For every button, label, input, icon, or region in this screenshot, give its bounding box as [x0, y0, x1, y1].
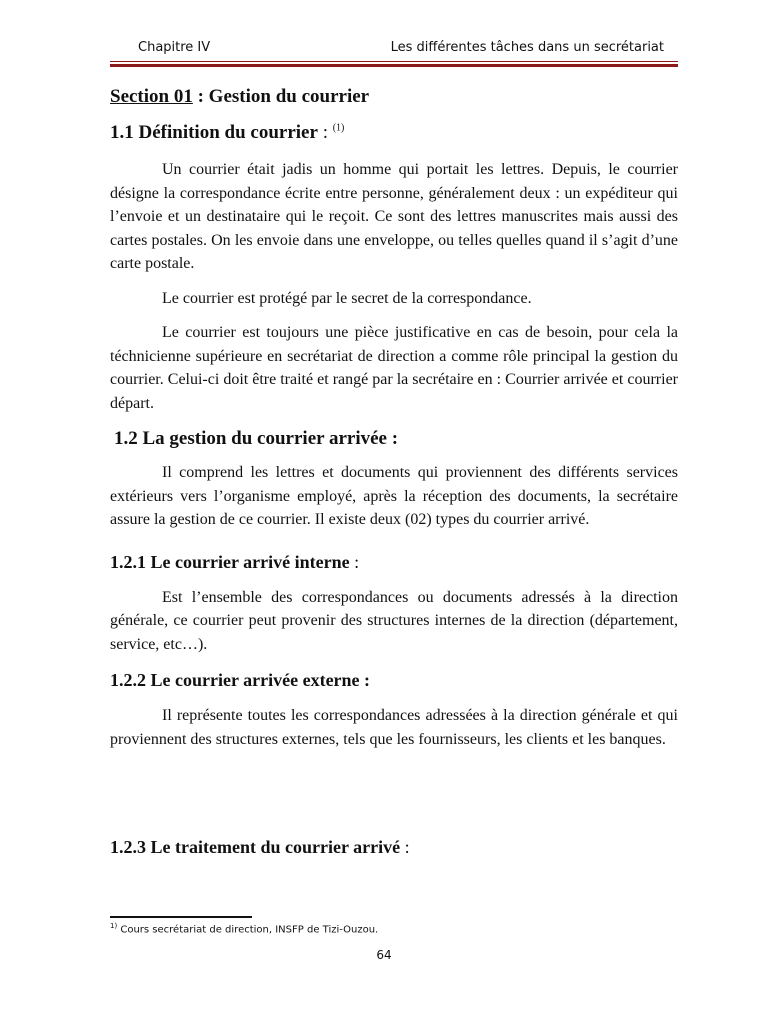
chapter-label: Chapitre IV [138, 40, 211, 55]
chapter-title: Les différentes tâches dans un secrétariat [390, 40, 664, 55]
heading-1-1-text: 1.1 Définition du courrier [110, 122, 318, 143]
heading-1-2: 1.2 La gestion du courrier arrivée : [114, 428, 399, 449]
paragraph-definition: Un courrier était jadis un homme qui portait les lettres. Depuis, le courrier désigne la correspondance écrite entre personne, généralement deux : un expéditeur qui l’envoie et un destinataire qui le reçoit. Ce sont des lettres manuscrites mais aussi des cartes postales. On les envoie dans une enveloppe, ou telles quelles quand il s’agit d’une carte postale. [110, 161, 678, 272]
heading-1-2-3 [110, 837, 678, 858]
running-header [110, 40, 676, 60]
section-title: : Gestion du courrier [192, 86, 370, 107]
page-body [110, 86, 678, 858]
footnote-text: Cours secrétariat de direction, INSFP de Tizi-Ouzou. [117, 924, 379, 936]
heading-1-2-3-colon: : [400, 837, 410, 857]
paragraph-justificative: Le courrier est toujours une pièce justificative en cas de besoin, pour cela la téchnicienne supérieure en secrétariat de direction a comme rôle principal la gestion du courrier. Celui-ci doit être traité et rangé par la secrétaire en : Courrier arrivée et courrier départ. [110, 324, 678, 412]
heading-1-2-1 [110, 552, 678, 573]
paragraph-courrier-arrivee: Il comprend les lettres et documents qui proviennent des différents services extérieurs vers l’organisme employé, après la réception des documents, la secrétaire assure la gestion de ce courrier. Il existe deux (02) types du courrier arrivé. [110, 464, 678, 528]
paragraph-secret: Le courrier est protégé par le secret de la correspondance. [162, 289, 532, 307]
header-rule-thin [110, 61, 678, 62]
footnote-separator [110, 916, 252, 918]
heading-1-2-2: 1.2.2 Le courrier arrivée externe : [110, 670, 371, 690]
footnote-mark: 1) [110, 922, 118, 930]
page-number: 64 [376, 948, 392, 962]
footnote-reference: (1) [332, 122, 345, 134]
section-heading [110, 86, 678, 108]
paragraph-externe: Il représente toutes les correspondances adressées à la direction générale et qui proviennent des structures externes, tels que les fournisseurs, les clients et les banques. [110, 707, 678, 748]
paragraph-interne: Est l’ensemble des correspondances ou documents adressés à la direction générale, ce courrier peut provenir des structures internes de la direction (département, service, etc…). [110, 588, 678, 653]
heading-1-1-colon: : [317, 122, 333, 143]
section-label: Section 01 [110, 86, 193, 107]
heading-1-2-1-text: 1.2.1 Le courrier arrivé interne [110, 551, 350, 572]
heading-1-2-3-text: 1.2.3 Le traitement du courrier arrivé [110, 837, 401, 857]
header-rule-thick [110, 64, 678, 67]
heading-1-2-1-colon: : [349, 551, 360, 572]
heading-1-1 [110, 122, 678, 144]
footnote [110, 922, 378, 935]
